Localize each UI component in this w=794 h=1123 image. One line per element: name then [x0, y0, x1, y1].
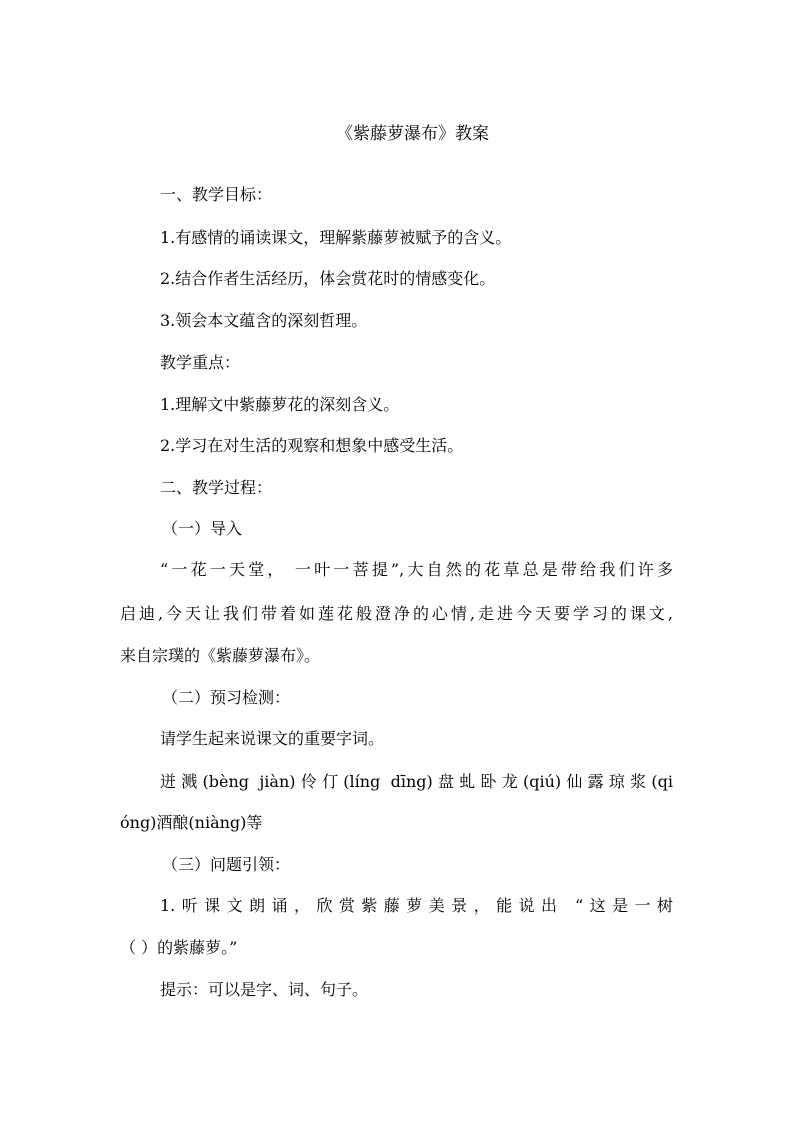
key-point-1: 1.理解文中紫藤萝花的深刻含义。 — [160, 395, 400, 414]
subsection-questions: （三）问题引领： — [162, 855, 291, 874]
question-1-line-1: 1.听课文朗诵，欣赏紫藤萝美景，能说出 “这是一树 — [160, 896, 673, 915]
intro-paragraph-line-1: “一花一天堂， 一叶一菩提”,大自然的花草总是带给我们许多 — [160, 560, 673, 579]
goal-item-2: 2.结合作者生活经历，体会赏花时的情感变化。 — [160, 269, 496, 288]
section-heading-goals: 一、教学目标： — [160, 185, 273, 204]
question-1-line-2: （ ）的紫藤萝。” — [120, 938, 238, 957]
subsection-preview: （二）预习检测： — [162, 688, 291, 707]
goal-item-1: 1.有感情的诵读课文，理解紫藤萝被赋予的含义。 — [160, 228, 512, 247]
section-heading-key-points: 教学重点： — [160, 353, 241, 372]
preview-instruction: 请学生起来说课文的重要字词。 — [160, 729, 385, 748]
intro-paragraph-line-2: 启迪,今天让我们带着如莲花般澄净的心情,走进今天要学习的课文, — [120, 604, 673, 623]
goal-item-3: 3.领会本文蕴含的深刻哲理。 — [160, 311, 368, 330]
document-title: 《紫藤萝瀑布》教案 — [336, 124, 489, 144]
vocabulary-line-2: óng)酒酿(niàng)等 — [120, 813, 263, 832]
key-point-2: 2.学习在对生活的观察和想象中感受生活。 — [160, 436, 464, 455]
hint-text: 提示：可以是字、词、句子。 — [160, 980, 369, 999]
vocabulary-line-1: 迸溅(bèng jiàn)伶仃(líng dīng)盘虬卧龙(qiú)仙露琼浆(qi — [160, 772, 673, 791]
intro-paragraph-line-3: 来自宗璞的《紫藤萝瀑布》。 — [120, 646, 321, 665]
subsection-intro: （一）导入 — [162, 519, 243, 538]
section-heading-process: 二、教学过程： — [160, 478, 273, 497]
